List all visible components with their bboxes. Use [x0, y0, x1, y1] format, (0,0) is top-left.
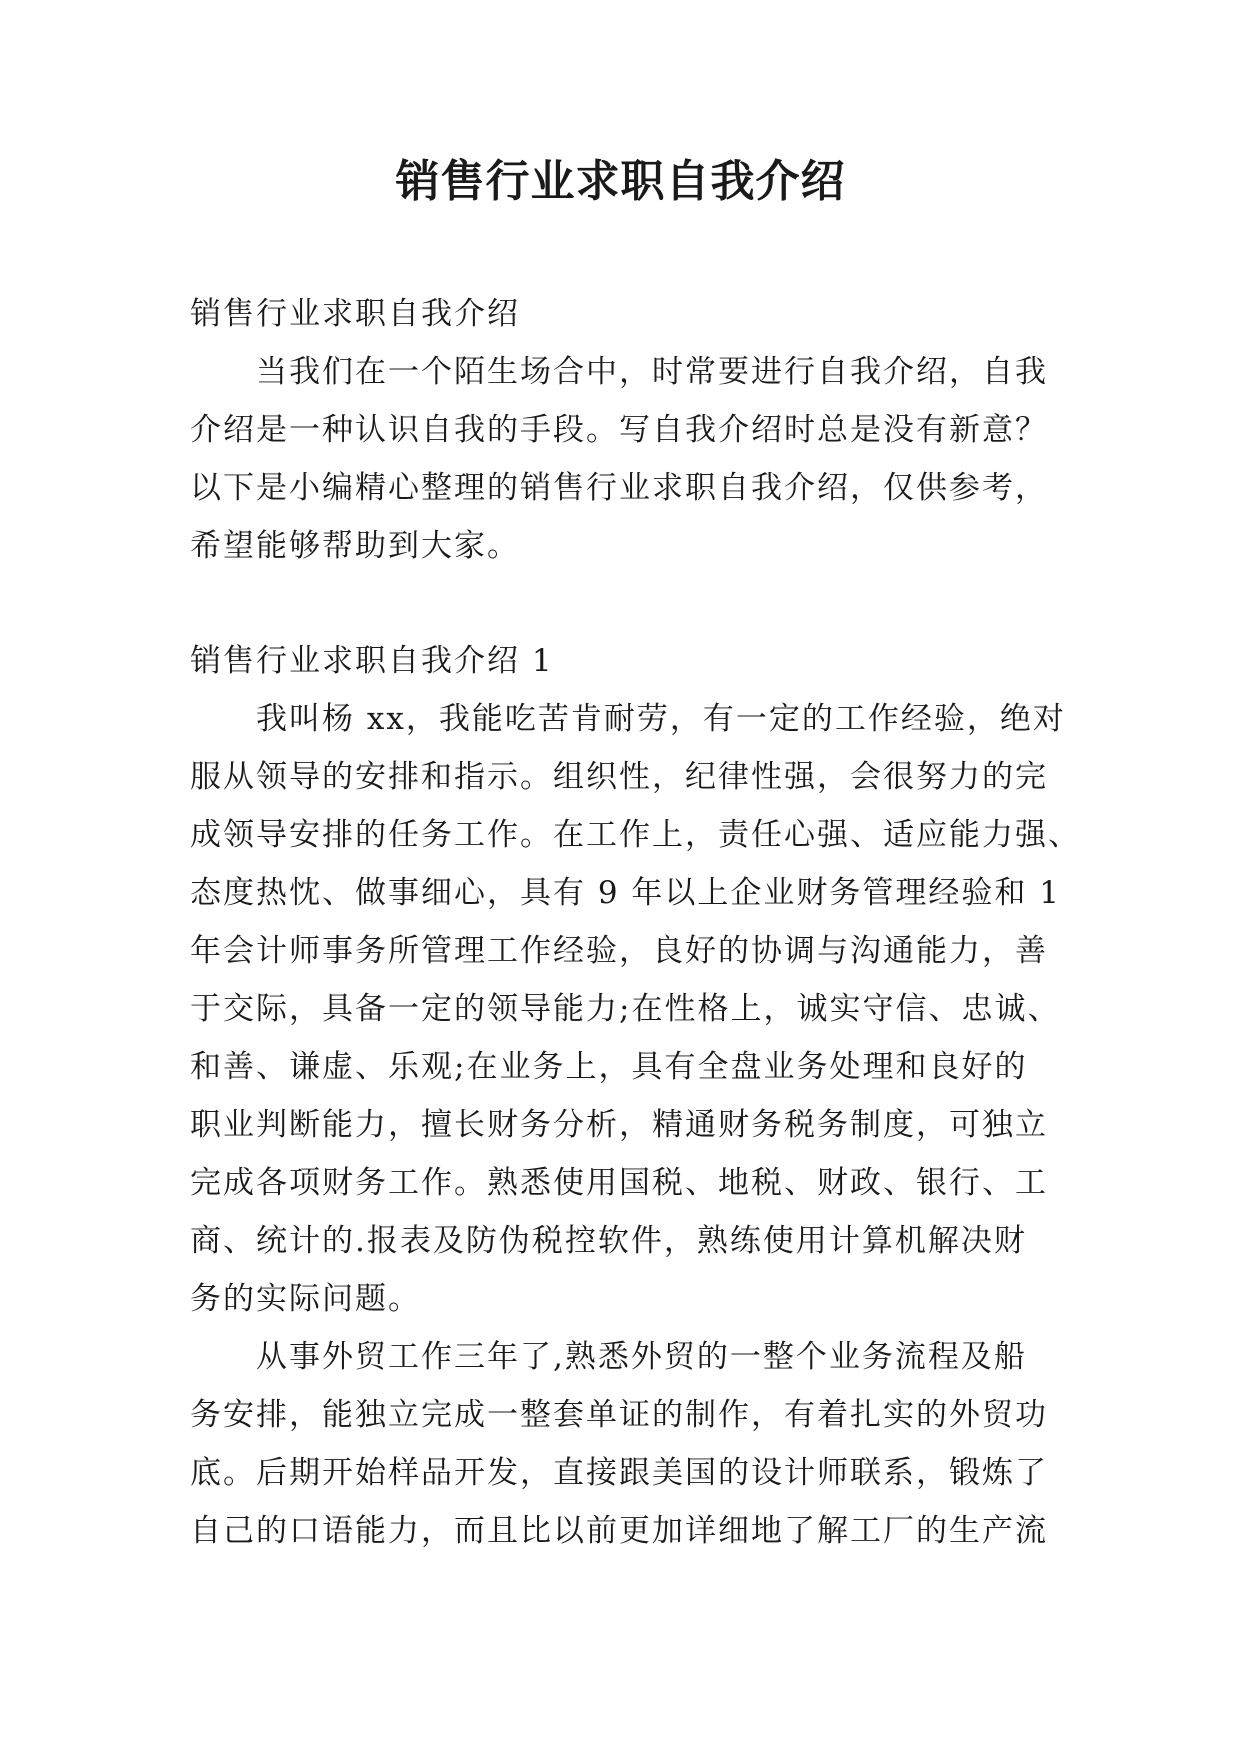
paragraph-line: 底。后期开始样品开发，直接跟美国的设计师联系，锻炼了: [190, 1455, 1048, 1491]
intro-paragraph: [190, 343, 1060, 575]
paragraph-line: 态度热忱、做事细心，具有 9 年以上企业财务管理经验和 1: [190, 875, 1062, 911]
paragraph-line: 自己的口语能力，而且比以前更加详细地了解工厂的生产流: [190, 1513, 1048, 1549]
paragraph-line: 年会计师事务所管理工作经验，良好的协调与沟通能力，善: [190, 933, 1048, 969]
intro-line: 当我们在一个陌生场合中，时常要进行自我介绍，自我: [256, 354, 1048, 390]
paragraph-line: 和善、谦虚、乐观;在业务上，具有全盘业务处理和良好的: [190, 1049, 1028, 1085]
paragraph-line: 商、统计的.报表及防伪税控软件，熟练使用计算机解决财: [190, 1223, 1027, 1259]
document-title: 销售行业求职自我介绍: [395, 156, 846, 207]
intro-line: 希望能够帮助到大家。: [190, 528, 520, 564]
paragraph-line: 于交际，具备一定的领导能力;在性格上，诚实守信、忠诚、: [190, 991, 1061, 1027]
paragraph-line: 务安排，能独立完成一整套单证的制作，有着扎实的外贸功: [190, 1397, 1048, 1433]
section-1-heading: 销售行业求职自我介绍 1: [190, 643, 554, 679]
intro-section: [190, 285, 1060, 575]
paragraph-line: 务的实际问题。: [190, 1281, 421, 1317]
section-1-paragraph-1: [190, 690, 1081, 1328]
intro-heading: 销售行业求职自我介绍: [190, 296, 520, 332]
paragraph-line: 从事外贸工作三年了,熟悉外贸的一整个业务流程及船: [256, 1339, 1027, 1375]
intro-line: 以下是小编精心整理的销售行业求职自我介绍，仅供参考，: [190, 470, 1048, 506]
intro-line: 介绍是一种认识自我的手段。写自我介绍时总是没有新意？: [190, 412, 1048, 448]
section-1: [190, 632, 1081, 1560]
section-1-paragraph-2: [190, 1328, 1060, 1560]
paragraph-line: 服从领导的安排和指示。组织性，纪律性强，会很努力的完: [190, 759, 1048, 795]
paragraph-line: 我叫杨 xx，我能吃苦肯耐劳，有一定的工作经验，绝对: [256, 701, 1066, 737]
paragraph-line: 完成各项财务工作。熟悉使用国税、地税、财政、银行、工: [190, 1165, 1048, 1201]
paragraph-line: 成领导安排的任务工作。在工作上，责任心强、适应能力强、: [190, 817, 1081, 853]
paragraph-line: 职业判断能力，擅长财务分析，精通财务税务制度，可独立: [190, 1107, 1048, 1143]
